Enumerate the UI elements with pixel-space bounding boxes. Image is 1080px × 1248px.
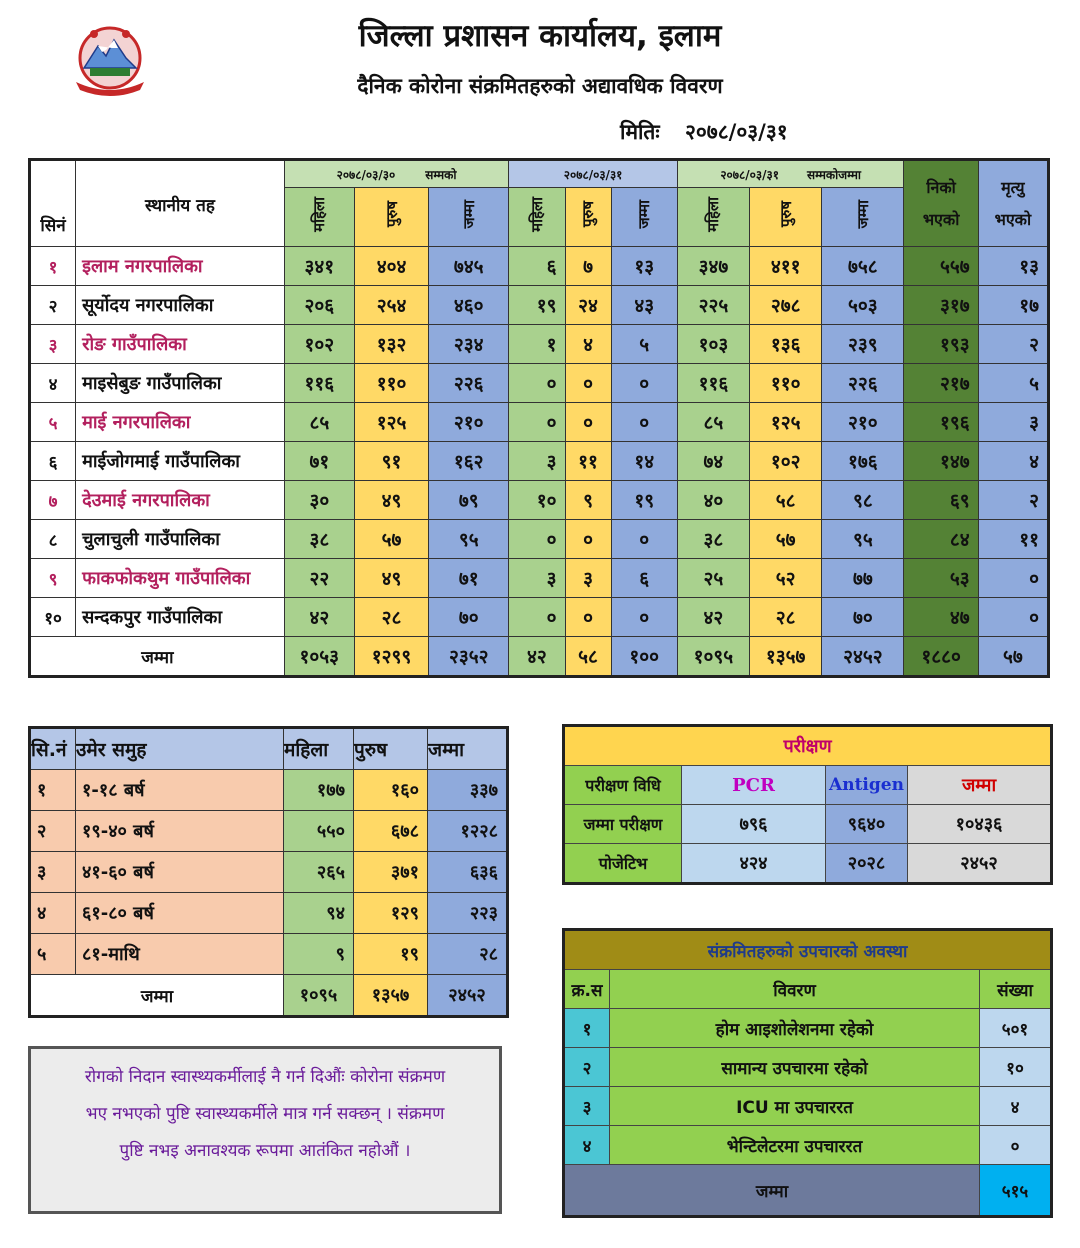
row-b-female: ० <box>509 598 565 637</box>
row-a-total: २२६ <box>429 364 509 403</box>
total-b-female: ४२ <box>509 637 565 677</box>
row-b-total: ० <box>611 403 677 442</box>
total-label: जम्मा <box>30 637 285 677</box>
row-a-female: ११६ <box>284 364 354 403</box>
row-c-total: ९५ <box>822 520 904 559</box>
treatment-row <box>564 1087 1052 1126</box>
treatment-row-sn: १ <box>564 1009 610 1048</box>
row-sn: ६ <box>30 442 76 481</box>
row-c-female: ३८ <box>677 520 749 559</box>
row-a-male: ११० <box>354 364 428 403</box>
age-row <box>30 811 508 852</box>
row-a-male: ४०४ <box>354 247 428 286</box>
row-a-male: २८ <box>354 598 428 637</box>
group-header-cumulative <box>677 160 904 188</box>
total-tests-total: १०४३६ <box>908 805 1052 844</box>
row-local-level: देउमाई नगरपालिका <box>76 481 285 520</box>
age-col-sn: सि.नं <box>30 728 76 770</box>
treatment-row <box>564 1048 1052 1087</box>
row-local-level: रोङ गाउँपालिका <box>76 325 285 364</box>
col-total-c: जम्मा <box>853 200 872 229</box>
row-c-female: ४० <box>677 481 749 520</box>
row-c-female: ८५ <box>677 403 749 442</box>
row-b-female: १ <box>509 325 565 364</box>
age-row-sn: २ <box>30 811 76 852</box>
age-row <box>30 770 508 811</box>
row-c-total: ७७ <box>822 559 904 598</box>
table-row <box>30 598 1049 637</box>
treatment-row-desc: होम आइशोलेशनमा रहेको <box>610 1009 980 1048</box>
local-level-cases-table <box>28 158 1050 678</box>
row-death: २ <box>978 325 1048 364</box>
row-c-male: ४११ <box>750 247 822 286</box>
row-b-male: ० <box>565 520 611 559</box>
date-label: मितिः <box>620 120 660 144</box>
row-b-total: ० <box>611 520 677 559</box>
age-row-total: १२२८ <box>428 811 508 852</box>
col-total-a: जम्मा <box>459 200 478 229</box>
row-b-total: १४ <box>611 442 677 481</box>
age-col-male: पुरुष <box>354 728 428 770</box>
table-row <box>30 325 1049 364</box>
row-death: ० <box>978 559 1048 598</box>
row-a-total: १६२ <box>429 442 509 481</box>
row-a-male: ५७ <box>354 520 428 559</box>
age-row-sn: ५ <box>30 934 76 975</box>
row-recovered: १९३ <box>904 325 978 364</box>
row-b-male: २४ <box>565 286 611 325</box>
row-sn: १० <box>30 598 76 637</box>
row-b-female: ३ <box>509 442 565 481</box>
death-line1: मृत्यु <box>1001 177 1025 197</box>
col-recovered-header <box>904 160 978 247</box>
total-tests-pcr: ७९६ <box>682 805 826 844</box>
row-c-total: २२६ <box>822 364 904 403</box>
row-c-male: २८ <box>750 598 822 637</box>
positive-pcr: ४२४ <box>682 844 826 884</box>
treatment-row-desc: भेन्टिलेटरमा उपचाररत <box>610 1126 980 1165</box>
treat-col-sn: क्र.स <box>564 970 610 1009</box>
row-a-total: २३४ <box>429 325 509 364</box>
row-c-male: १३६ <box>750 325 822 364</box>
row-a-male: १२५ <box>354 403 428 442</box>
row-a-female: ७१ <box>284 442 354 481</box>
treatment-row-sn: ४ <box>564 1126 610 1165</box>
group-header-today: २०७८/०३/३१ <box>509 160 677 188</box>
row-b-total: ४३ <box>611 286 677 325</box>
treatment-title: संक्रमितहरुको उपचारको अवस्था <box>564 930 1052 970</box>
health-notice <box>28 1046 502 1214</box>
row-a-male: ४९ <box>354 481 428 520</box>
row-c-female: ७४ <box>677 442 749 481</box>
total-recovered: १८८० <box>904 637 978 677</box>
row-c-male: ५८ <box>750 481 822 520</box>
row-recovered: ५३ <box>904 559 978 598</box>
col-death-header <box>978 160 1048 247</box>
row-death: २ <box>978 481 1048 520</box>
government-emblem-logo <box>70 24 150 100</box>
test-method-label: परीक्षण विधि <box>564 766 682 805</box>
notice-line-2: भए नभएको पुष्टि स्वास्थ्यकर्मीले मात्र गर्न सक्छन् । संक्रमण <box>85 1104 445 1124</box>
age-row-female: ९ <box>284 934 354 975</box>
row-a-female: ३० <box>284 481 354 520</box>
age-row-group: ६१-८० बर्ष <box>76 893 284 934</box>
treatment-row-desc: ICU मा उपचाररत <box>610 1087 980 1126</box>
row-sn: ५ <box>30 403 76 442</box>
age-total-total: २४५२ <box>428 975 508 1017</box>
age-row-sn: ४ <box>30 893 76 934</box>
row-b-total: ० <box>611 598 677 637</box>
table-row <box>30 247 1049 286</box>
row-c-total: ७५८ <box>822 247 904 286</box>
row-local-level: सूर्योदय नगरपालिका <box>76 286 285 325</box>
age-row-male: १२९ <box>354 893 428 934</box>
test-total-header: जम्मा <box>908 766 1052 805</box>
testing-title: परीक्षण <box>564 726 1052 766</box>
row-local-level: फाकफोकथुम गाउँपालिका <box>76 559 285 598</box>
row-c-female: २२५ <box>677 286 749 325</box>
row-death: ११ <box>978 520 1048 559</box>
col-male-c: पुरुष <box>776 201 795 228</box>
col-female-a: महिला <box>310 197 329 232</box>
row-a-male: १३२ <box>354 325 428 364</box>
table-row <box>30 403 1049 442</box>
row-local-level: इलाम नगरपालिका <box>76 247 285 286</box>
treatment-row <box>564 1126 1052 1165</box>
table-row <box>30 364 1049 403</box>
row-b-female: ० <box>509 520 565 559</box>
row-death: ३ <box>978 403 1048 442</box>
row-recovered: १९६ <box>904 403 978 442</box>
col-female-b: महिला <box>527 197 546 232</box>
row-c-female: ११६ <box>677 364 749 403</box>
row-c-male: १०२ <box>750 442 822 481</box>
row-b-male: ७ <box>565 247 611 286</box>
row-local-level: माइसेबुङ गाउँपालिका <box>76 364 285 403</box>
page-subtitle: दैनिक कोरोना संक्रमितहरुको अद्यावधिक विवरण <box>357 74 723 98</box>
group-header-until-yesterday <box>284 160 509 188</box>
row-b-female: ६ <box>509 247 565 286</box>
date-value: २०७८/०३/३१ <box>684 120 788 144</box>
col-total-b: जम्मा <box>635 200 654 229</box>
row-c-male: ५७ <box>750 520 822 559</box>
age-row-sn: ३ <box>30 852 76 893</box>
total-row <box>30 637 1049 677</box>
treat-col-count: संख्या <box>980 970 1052 1009</box>
row-b-male: ० <box>565 598 611 637</box>
treatment-total-value: ५१५ <box>980 1165 1052 1217</box>
row-sn: ४ <box>30 364 76 403</box>
age-total-label: जम्मा <box>30 975 284 1017</box>
pcr-header: PCR <box>682 766 826 805</box>
treatment-row-count: १० <box>980 1048 1052 1087</box>
row-a-female: ३८ <box>284 520 354 559</box>
age-row-group: ४१-६० बर्ष <box>76 852 284 893</box>
row-a-total: २१० <box>429 403 509 442</box>
col-sn-header: सिनं <box>30 160 76 247</box>
row-sn: ७ <box>30 481 76 520</box>
treatment-row-count: ० <box>980 1126 1052 1165</box>
report-date <box>620 118 788 146</box>
row-death: ० <box>978 598 1048 637</box>
row-a-female: ४२ <box>284 598 354 637</box>
row-c-female: १०३ <box>677 325 749 364</box>
row-local-level: सन्दकपुर गाउँपालिका <box>76 598 285 637</box>
row-sn: २ <box>30 286 76 325</box>
group1-date: २०७८/०३/३० <box>336 167 396 182</box>
row-c-total: ९८ <box>822 481 904 520</box>
row-c-male: २७८ <box>750 286 822 325</box>
row-local-level: माई नगरपालिका <box>76 403 285 442</box>
row-b-total: ५ <box>611 325 677 364</box>
recovered-line2: भएको <box>922 209 960 229</box>
age-row-female: १७७ <box>284 770 354 811</box>
row-b-female: ० <box>509 403 565 442</box>
age-row-group: १-१८ बर्ष <box>76 770 284 811</box>
treatment-row-desc: सामान्य उपचारमा रहेको <box>610 1048 980 1087</box>
table-row <box>30 481 1049 520</box>
row-local-level: माईजोगमाई गाउँपालिका <box>76 442 285 481</box>
total-c-female: १०९५ <box>677 637 749 677</box>
row-sn: ९ <box>30 559 76 598</box>
row-local-level: चुलाचुली गाउँपालिका <box>76 520 285 559</box>
row-c-total: २१० <box>822 403 904 442</box>
age-group-table <box>28 726 509 1018</box>
total-tests-label: जम्मा परीक्षण <box>564 805 682 844</box>
age-row-total: ६३६ <box>428 852 508 893</box>
row-c-female: ४२ <box>677 598 749 637</box>
row-a-female: ८५ <box>284 403 354 442</box>
col-male-a: पुरुष <box>382 201 401 228</box>
row-b-male: ९ <box>565 481 611 520</box>
row-a-female: ३४१ <box>284 247 354 286</box>
total-death: ५७ <box>978 637 1048 677</box>
row-a-total: ७४५ <box>429 247 509 286</box>
row-recovered: ८४ <box>904 520 978 559</box>
age-col-group: उमेर समुह <box>76 728 284 770</box>
row-b-female: ३ <box>509 559 565 598</box>
row-b-total: १३ <box>611 247 677 286</box>
total-a-male: १२९९ <box>354 637 428 677</box>
total-b-male: ५८ <box>565 637 611 677</box>
treatment-total-row <box>564 1165 1052 1217</box>
page-title: जिल्ला प्रशासन कार्यालय, इलाम <box>358 18 722 54</box>
row-b-female: ० <box>509 364 565 403</box>
row-sn: ८ <box>30 520 76 559</box>
row-b-total: ० <box>611 364 677 403</box>
row-b-male: ० <box>565 403 611 442</box>
row-a-total: ७१ <box>429 559 509 598</box>
age-row <box>30 934 508 975</box>
row-c-total: २३९ <box>822 325 904 364</box>
row-b-male: ११ <box>565 442 611 481</box>
row-b-female: १० <box>509 481 565 520</box>
age-row-total: २२३ <box>428 893 508 934</box>
row-c-total: ७० <box>822 598 904 637</box>
age-row-male: १९ <box>354 934 428 975</box>
treatment-row-count: ५०१ <box>980 1009 1052 1048</box>
row-b-female: १९ <box>509 286 565 325</box>
row-c-female: ३४७ <box>677 247 749 286</box>
treatment-row-count: ४ <box>980 1087 1052 1126</box>
table-row <box>30 520 1049 559</box>
row-c-male: १२५ <box>750 403 822 442</box>
death-line2: भएको <box>994 209 1032 229</box>
row-a-male: २५४ <box>354 286 428 325</box>
age-row-male: १६० <box>354 770 428 811</box>
row-b-male: ३ <box>565 559 611 598</box>
row-a-male: ४९ <box>354 559 428 598</box>
table-row <box>30 442 1049 481</box>
row-death: ५ <box>978 364 1048 403</box>
age-total-male: १३५७ <box>354 975 428 1017</box>
row-c-total: १७६ <box>822 442 904 481</box>
positive-total: २४५२ <box>908 844 1052 884</box>
row-c-female: २५ <box>677 559 749 598</box>
age-row-female: ९४ <box>284 893 354 934</box>
row-recovered: ३१७ <box>904 286 978 325</box>
total-a-total: २३५२ <box>429 637 509 677</box>
antigen-header: Antigen <box>826 766 908 805</box>
row-recovered: ६९ <box>904 481 978 520</box>
age-total-female: १०९५ <box>284 975 354 1017</box>
age-row-total: ३३७ <box>428 770 508 811</box>
total-a-female: १०५३ <box>284 637 354 677</box>
age-row-female: २६५ <box>284 852 354 893</box>
age-row-group: १९-४० बर्ष <box>76 811 284 852</box>
row-a-female: २०६ <box>284 286 354 325</box>
table-row <box>30 559 1049 598</box>
total-c-total: २४५२ <box>822 637 904 677</box>
treatment-row-sn: ३ <box>564 1087 610 1126</box>
row-b-male: ० <box>565 364 611 403</box>
row-recovered: २१७ <box>904 364 978 403</box>
row-sn: १ <box>30 247 76 286</box>
recovered-line1: निको <box>926 177 956 197</box>
col-male-b: पुरुष <box>579 201 598 228</box>
notice-line-3: पुष्टि नभइ अनावश्यक रूपमा आतंकित नहोऔं । <box>119 1141 411 1161</box>
total-c-male: १३५७ <box>750 637 822 677</box>
row-a-male: ९१ <box>354 442 428 481</box>
age-row-female: ५५० <box>284 811 354 852</box>
age-row-male: ३७१ <box>354 852 428 893</box>
treatment-status-table <box>562 928 1053 1218</box>
age-row <box>30 893 508 934</box>
age-row-sn: १ <box>30 770 76 811</box>
row-a-total: ४६० <box>429 286 509 325</box>
age-total-row <box>30 975 508 1017</box>
treat-col-desc: विवरण <box>610 970 980 1009</box>
age-col-female: महिला <box>284 728 354 770</box>
treatment-total-label: जम्मा <box>564 1165 980 1217</box>
col-female-c: महिला <box>704 197 723 232</box>
row-a-female: २२ <box>284 559 354 598</box>
row-b-male: ४ <box>565 325 611 364</box>
row-a-total: ९५ <box>429 520 509 559</box>
group3-date: २०७८/०३/३१ <box>720 167 779 182</box>
row-c-male: ११० <box>750 364 822 403</box>
treatment-row-sn: २ <box>564 1048 610 1087</box>
age-row-total: २८ <box>428 934 508 975</box>
treatment-row <box>564 1009 1052 1048</box>
notice-line-1: रोगको निदान स्वास्थ्यकर्मीलाई नै गर्न दिऔंः कोरोना संक्रमण <box>84 1067 446 1087</box>
row-b-total: ६ <box>611 559 677 598</box>
row-death: १३ <box>978 247 1048 286</box>
row-death: ४ <box>978 442 1048 481</box>
row-c-male: ५२ <box>750 559 822 598</box>
row-a-total: ७० <box>429 598 509 637</box>
age-row <box>30 852 508 893</box>
row-death: १७ <box>978 286 1048 325</box>
positive-label: पोजेटिभ <box>564 844 682 884</box>
testing-table <box>562 724 1053 885</box>
row-c-total: ५०३ <box>822 286 904 325</box>
table-row <box>30 286 1049 325</box>
age-row-male: ६७८ <box>354 811 428 852</box>
row-recovered: ५५७ <box>904 247 978 286</box>
total-tests-antigen: ९६४० <box>826 805 908 844</box>
age-row-group: ८१-माथि <box>76 934 284 975</box>
row-a-total: ७९ <box>429 481 509 520</box>
row-a-female: १०२ <box>284 325 354 364</box>
row-recovered: १४७ <box>904 442 978 481</box>
positive-antigen: २०२८ <box>826 844 908 884</box>
total-b-total: १०० <box>611 637 677 677</box>
row-sn: ३ <box>30 325 76 364</box>
group3-suffix: सम्मकोजम्मा <box>807 167 861 182</box>
row-b-total: १९ <box>611 481 677 520</box>
group1-suffix: सम्मको <box>425 167 457 182</box>
age-col-total: जम्मा <box>428 728 508 770</box>
row-recovered: ४७ <box>904 598 978 637</box>
col-local-level-header: स्थानीय तह <box>76 160 285 247</box>
